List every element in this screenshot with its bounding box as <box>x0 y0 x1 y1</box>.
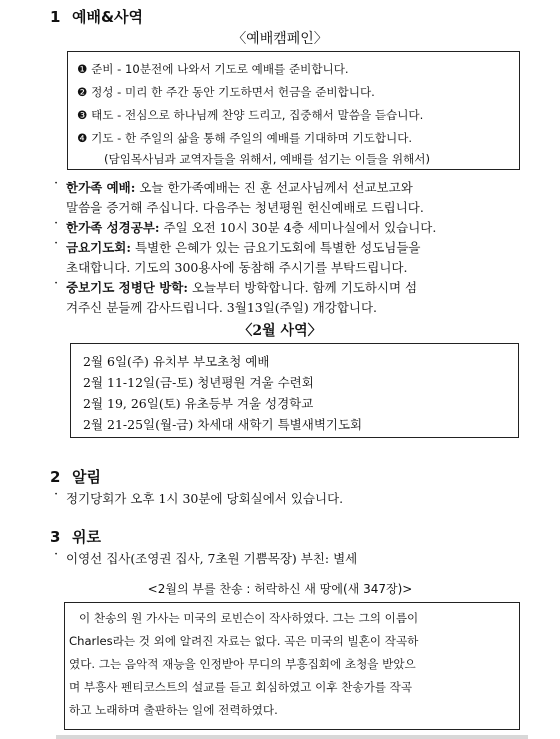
bullet-mark: · <box>54 276 59 291</box>
campaign-item-text: 태도 - 전심으로 하나님께 찬양 드리고, 집중해서 말씀을 듣습니다. <box>91 108 424 122</box>
hymn-line: 이 찬송의 원 가사는 미국의 로빈슨이 작사하였다. 그는 그의 이름이 <box>79 611 419 625</box>
campaign-title: 〈예배캠페인〉 <box>232 31 328 47</box>
section-title-text: 위로 <box>72 528 101 546</box>
number-marker: ❹ <box>77 131 88 145</box>
bullet-mark: · <box>54 176 59 191</box>
announcement-line: 말씀을 증거해 주십니다. 다음주는 청년평원 헌신예배로 드립니다. <box>66 200 424 215</box>
campaign-note: (담임목사님과 교역자들을 위해서, 예배를 섬기는 이들을 위해서) <box>104 152 431 166</box>
section-title-worship <box>50 6 143 27</box>
hymn-line: 였다. 그는 음악적 재능을 인정받아 무디의 부흥집회에 초청을 받았으 <box>69 657 416 671</box>
announcement-label: 한가족 예배: <box>66 180 136 195</box>
hymn-line: 며 부흥사 펜티코스트의 설교를 듣고 회심하였고 이후 찬송가를 작곡 <box>69 680 413 694</box>
schedule-item: 2월 6일(주) 유치부 부모초청 예배 <box>83 354 270 369</box>
campaign-item <box>77 84 375 100</box>
announcement-line <box>66 238 421 256</box>
announcement-text: 특별한 은혜가 있는 금요기도회에 특별한 성도님들을 <box>134 240 421 255</box>
campaign-item <box>77 107 423 123</box>
hymn-box <box>64 602 520 730</box>
announcement-line <box>66 278 417 296</box>
announcement-line <box>66 178 413 196</box>
bullet-mark: · <box>54 547 59 562</box>
schedule-title: 〈2월 사역〉 <box>238 323 322 339</box>
section-number: 2 <box>50 468 61 486</box>
bullet-mark: · <box>54 236 59 251</box>
announcement-line: 초대합니다. 기도의 300용사에 동참해 주시기를 부탁드립니다. <box>66 260 408 275</box>
section-title-text: 예배&사역 <box>72 8 144 26</box>
section-title-notice <box>50 466 101 487</box>
bottom-shadow <box>56 735 528 739</box>
bullet-mark: · <box>54 216 59 231</box>
schedule-item: 2월 21-25일(월-금) 차세대 새학기 특별새벽기도회 <box>83 417 363 432</box>
schedule-box <box>70 343 519 438</box>
notice-text: 정기당회가 오후 1시 30분에 당회실에서 있습니다. <box>66 491 344 506</box>
hymn-line: 하고 노래하며 출판하는 일에 전력하였다. <box>69 703 278 717</box>
section-number: 1 <box>50 8 61 26</box>
campaign-item <box>77 130 412 146</box>
announcement-label: 금요기도회: <box>66 240 131 255</box>
announcement-text: 주일 오전 10시 30분 4층 세미나실에서 있습니다. <box>163 220 437 235</box>
announcement-line: 겨주신 분들께 감사드립니다. 3월13일(주일) 개강합니다. <box>66 300 378 315</box>
announcement-text: 오늘 한가족예배는 진 훈 선교사님께서 선교보고와 <box>139 180 413 195</box>
campaign-item-text: 정성 - 미리 한 주간 동안 기도하면서 헌금을 준비합니다. <box>91 85 375 99</box>
campaign-item <box>77 61 349 77</box>
announcement-label: 한가족 성경공부: <box>66 220 160 235</box>
campaign-box <box>67 51 520 170</box>
number-marker: ❶ <box>77 62 88 76</box>
section-title-comfort <box>50 526 101 547</box>
condolence-text: 이영선 집사(조영권 집사, 7초원 기쁨목장) 부친: 별세 <box>66 551 358 566</box>
schedule-item: 2월 19, 26일(토) 유초등부 겨울 성경학교 <box>83 396 314 411</box>
announcement-line <box>66 218 436 236</box>
hymn-title: <2월의 부를 찬송 : 허락하신 새 땅에(새 347장)> <box>147 582 413 596</box>
schedule-item: 2월 11-12일(금-토) 청년평원 겨울 수련회 <box>83 375 314 390</box>
number-marker: ❸ <box>77 108 88 122</box>
section-number: 3 <box>50 528 61 546</box>
bullet-mark: · <box>54 487 59 502</box>
campaign-item-text: 준비 - 10분전에 나와서 기도로 예배를 준비합니다. <box>91 62 349 76</box>
announcement-label: 중보기도 정병단 방학: <box>66 280 188 295</box>
section-title-text: 알림 <box>72 468 101 486</box>
number-marker: ❷ <box>77 85 88 99</box>
campaign-item-text: 기도 - 한 주일의 삶을 통해 주일의 예배를 기대하며 기도합니다. <box>91 131 413 145</box>
hymn-line: Charles라는 것 외에 알려진 자료는 없다. 곡은 미국의 빌혼이 작곡하 <box>69 634 419 648</box>
announcement-text: 오늘부터 방학합니다. 함께 기도하시며 섬 <box>191 280 418 295</box>
